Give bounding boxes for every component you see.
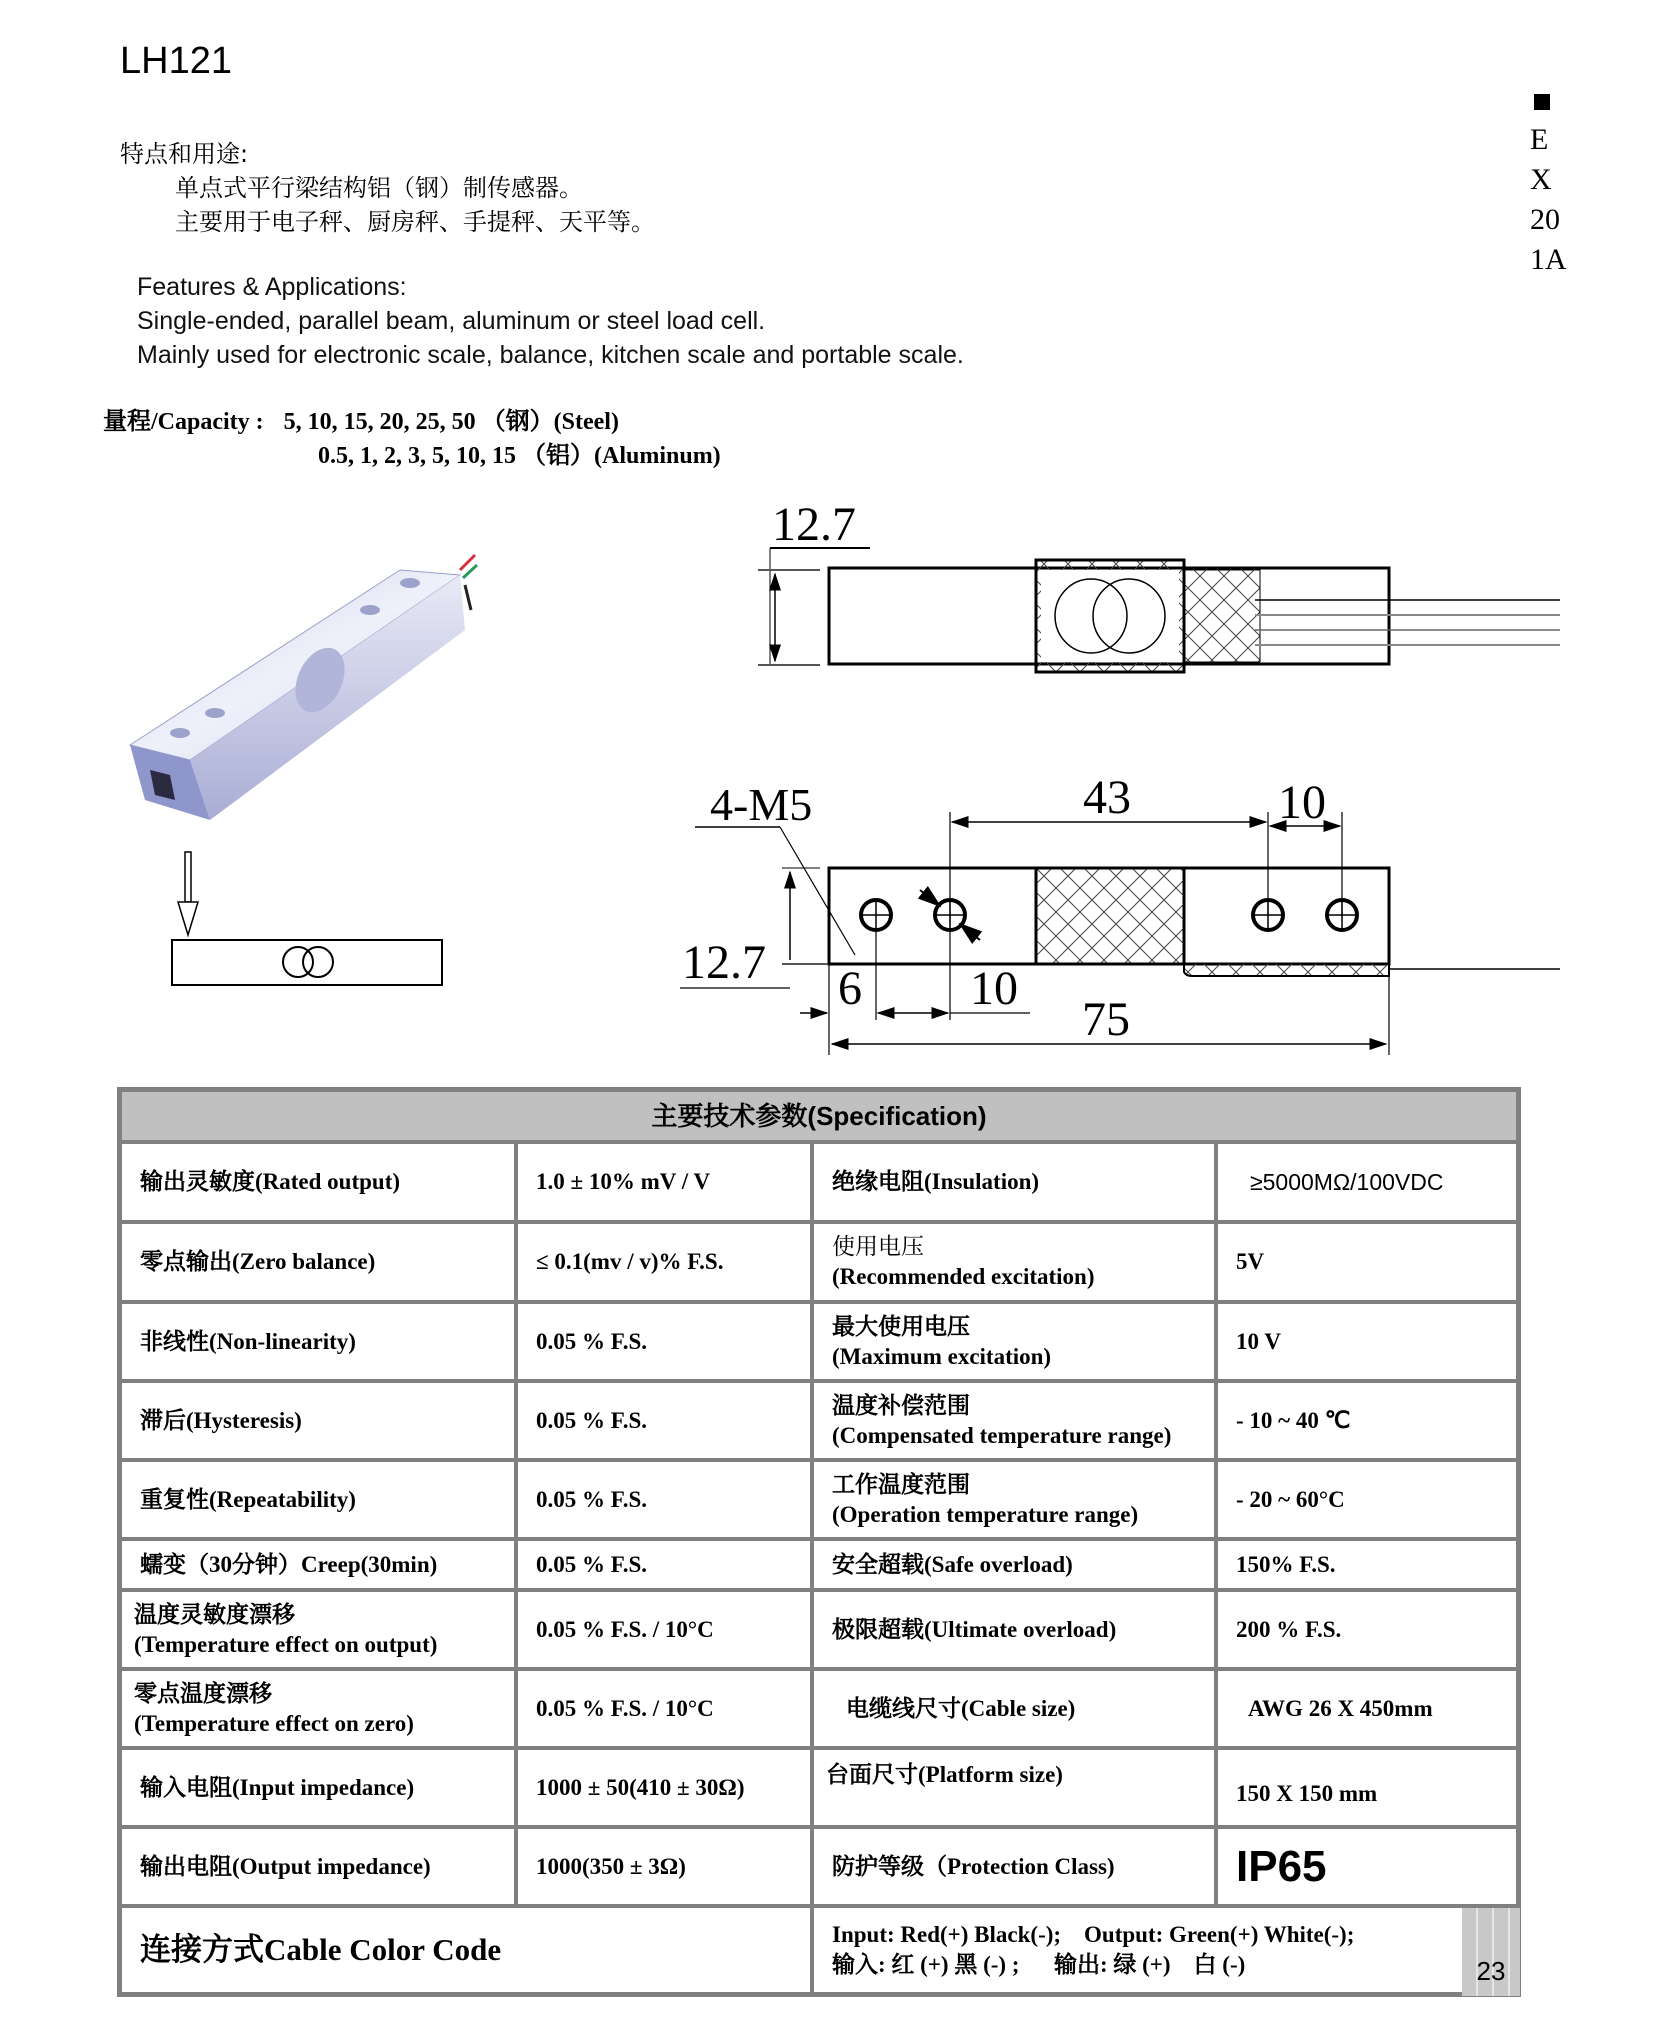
table-row — [120, 1748, 1519, 1827]
spec-label-cn: 最大使用电压 — [832, 1313, 970, 1339]
table-row — [120, 1222, 1519, 1302]
table-row — [120, 1539, 1519, 1590]
features-cn-line: 主要用于电子秤、厨房秤、手提秤、天平等。 — [175, 208, 655, 236]
spec-value: 1000 ± 50(410 ± 30Ω) — [516, 1748, 812, 1827]
spec-label-cn: 使用电压 — [832, 1234, 924, 1259]
spec-value: AWG 26 X 450mm — [1216, 1669, 1519, 1748]
cable-codes-cn: 输入: 红 (+) 黑 (-) ; 输出: 绿 (+) 白 (-) — [832, 1951, 1246, 1977]
spec-value: 150 X 150 mm — [1216, 1748, 1519, 1827]
spec-label-en: (Operation temperature range) — [832, 1501, 1139, 1527]
spec-label-en: (Temperature effect on zero) — [134, 1710, 414, 1736]
spec-value: 0.05 % F.S. / 10°C — [516, 1669, 812, 1748]
spec-value: - 10 ~ 40 ℃ — [1216, 1381, 1519, 1460]
capacity-aluminum: 0.5, 1, 2, 3, 5, 10, 15 （铝）(Aluminum) — [318, 443, 721, 469]
spec-label-en: (Temperature effect on output) — [134, 1631, 438, 1657]
features-en-line: Single-ended, parallel beam, aluminum or steel load cell. — [137, 307, 766, 335]
spec-header-row — [120, 1090, 1519, 1143]
spec-label-cn: 零点温度漂移 — [134, 1680, 272, 1706]
dim-6-label: 6 — [838, 962, 862, 1015]
spec-label: 防护等级（Protection Class) — [812, 1827, 1216, 1906]
spec-label: 非线性(Non-linearity) — [120, 1302, 517, 1381]
table-row — [120, 1302, 1519, 1381]
top-view-height-label: 12.7 — [772, 498, 856, 551]
spec-label — [812, 1302, 1216, 1381]
dim-10-bottom-label: 10 — [970, 962, 1018, 1015]
spec-label-cn: 温度补偿范围 — [832, 1392, 970, 1418]
spec-value: 150% F.S. — [1216, 1539, 1519, 1590]
mounting-hole-icon — [861, 900, 891, 930]
cable-codes-en: Input: Red(+) Black(-); Output: Green(+) White(-); — [832, 1921, 1355, 1947]
capacity-label: 量程/Capacity : — [103, 409, 264, 435]
capacity-steel: 5, 10, 15, 20, 25, 50 （钢）(Steel) — [283, 409, 619, 435]
spec-value: - 20 ~ 60°C — [1216, 1460, 1519, 1539]
cable-color-code-label: 连接方式Cable Color Code — [120, 1906, 813, 1994]
spec-label: 输入电阻(Input impedance) — [120, 1748, 517, 1827]
spec-label-cn: 温度灵敏度漂移 — [134, 1601, 295, 1627]
spec-value: 0.05 % F.S. — [516, 1302, 812, 1381]
features-cn-line: 单点式平行梁结构铝（钢）制传感器。 — [175, 174, 583, 202]
cable-color-codes — [812, 1906, 1519, 1994]
spec-label-en: (Compensated temperature range) — [832, 1422, 1172, 1448]
spec-label: 台面尺寸(Platform size) — [812, 1748, 1216, 1827]
page-number: 23 — [1476, 1955, 1506, 1986]
dim-10-top-label: 10 — [1278, 776, 1326, 829]
spec-label: 极限超载(Ultimate overload) — [812, 1590, 1216, 1669]
spec-label: 绝缘电阻(Insulation) — [812, 1142, 1216, 1222]
top-view — [758, 548, 1560, 672]
spec-label: 电缆线尺寸(Cable size) — [812, 1669, 1216, 1748]
table-row — [120, 1381, 1519, 1460]
features-en-title: Features & Applications: — [137, 273, 407, 301]
spec-value: 10 V — [1216, 1302, 1519, 1381]
table-row — [120, 1669, 1519, 1748]
dim-75-label: 75 — [1082, 993, 1130, 1046]
spec-value: ≤ 0.1(mv / v)% F.S. — [516, 1222, 812, 1302]
spec-table — [117, 1087, 1521, 1997]
protection-class-value: IP65 — [1216, 1827, 1519, 1906]
table-row — [120, 1590, 1519, 1669]
spec-value: 0.05 % F.S. / 10°C — [516, 1590, 812, 1669]
spec-label: 输出电阻(Output impedance) — [120, 1827, 517, 1906]
spec-label: 蠕变（30分钟）Creep(30min) — [120, 1539, 517, 1590]
spec-value: 1000(350 ± 3Ω) — [516, 1827, 812, 1906]
features-cn-title: 特点和用途: — [120, 140, 249, 168]
spec-label — [812, 1222, 1216, 1302]
spec-label-en: (Recommended excitation) — [832, 1264, 1095, 1289]
spec-value: ≥5000MΩ/100VDC — [1216, 1142, 1519, 1222]
spec-label — [812, 1381, 1216, 1460]
spec-value: 200 % F.S. — [1216, 1590, 1519, 1669]
spec-value: 5V — [1216, 1222, 1519, 1302]
dim-43-label: 43 — [1083, 771, 1131, 824]
spec-label-en: (Maximum excitation) — [832, 1343, 1052, 1369]
table-row — [120, 1827, 1519, 1906]
spec-label: 零点输出(Zero balance) — [120, 1222, 517, 1302]
side-code-char: 20 — [1530, 203, 1560, 236]
spec-label-cn: 工作温度范围 — [832, 1471, 970, 1497]
spec-value: 0.05 % F.S. — [516, 1381, 812, 1460]
spec-value: 0.05 % F.S. — [516, 1539, 812, 1590]
spec-title: 主要技术参数(Specification) — [120, 1090, 1519, 1143]
spec-value: 1.0 ± 10% mV / V — [516, 1142, 812, 1222]
spec-label: 重复性(Repeatability) — [120, 1460, 517, 1539]
table-row — [120, 1460, 1519, 1539]
spec-value: 0.05 % F.S. — [516, 1460, 812, 1539]
spec-label — [120, 1669, 517, 1748]
side-code-char: X — [1530, 163, 1552, 196]
table-row — [120, 1142, 1519, 1222]
spec-label: 输出灵敏度(Rated output) — [120, 1142, 517, 1222]
model-title: LH121 — [120, 40, 232, 82]
side-code-char: 1A — [1530, 243, 1567, 276]
features-en-line: Mainly used for electronic scale, balance, kitchen scale and portable scale. — [137, 341, 964, 369]
page-number-badge — [1462, 1908, 1520, 1996]
hole-spec-label: 4-M5 — [710, 779, 813, 830]
side-height-label: 12.7 — [682, 936, 766, 989]
spec-label — [120, 1590, 517, 1669]
spec-label: 滞后(Hysteresis) — [120, 1381, 517, 1460]
spec-label — [812, 1460, 1216, 1539]
side-code-char: E — [1530, 123, 1549, 156]
spec-label: 安全超载(Safe overload) — [812, 1539, 1216, 1590]
cable-row — [120, 1906, 1519, 1994]
